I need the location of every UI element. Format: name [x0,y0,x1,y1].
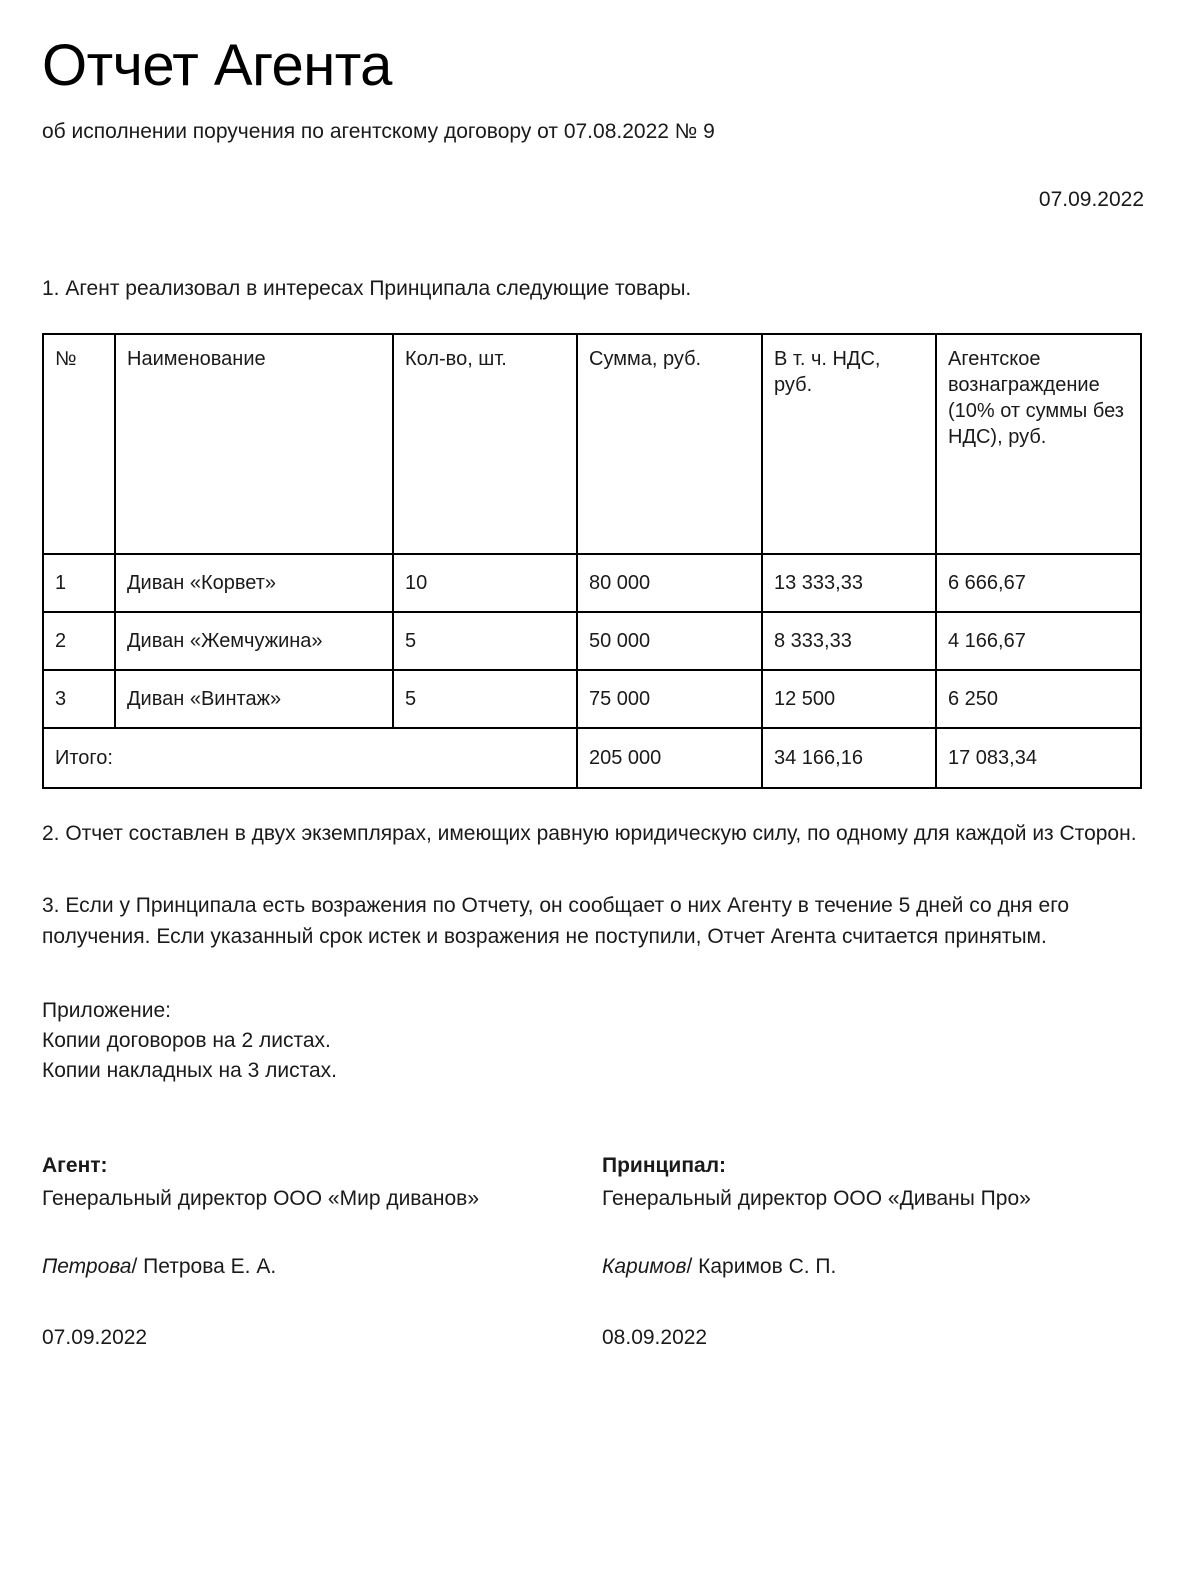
table-header-row [43,334,1141,554]
cell-vat: 12 500 [762,670,936,728]
agent-date: 07.09.2022 [42,1325,148,1349]
column-header-qty: Кол-во, шт. [393,334,577,554]
clause-3-text: 3. Если у Принципала есть возражения по Отчету, он сообщает о них Агенту в течение 5 дней со дня его получения. Если указанный срок истек и возражения не поступили, Отчет Агента считается принятым. [42,894,1070,948]
agent-signature-line [42,1252,602,1282]
principal-handwritten-signature: Каримов [602,1255,687,1279]
principal-name: Каримов С. П. [698,1255,837,1279]
principal-position: Генеральный директор ООО «Диваны Про» [602,1186,1031,1210]
cell-num: 3 [43,670,115,728]
appendix-block [42,996,1158,1085]
document-date: 07.09.2022 [1038,188,1144,212]
cell-fee: 4 166,67 [936,612,1141,670]
principal-signature-line [602,1252,1031,1282]
cell-num: 1 [43,554,115,612]
table-total-row [43,728,1141,788]
page-title: Отчет Агента [42,33,392,98]
cell-total-vat: 34 166,16 [762,728,936,788]
cell-vat: 13 333,33 [762,554,936,612]
agent-name: Петрова Е. А. [143,1255,277,1279]
appendix-item: Копии договоров на 2 листах. [42,1028,331,1052]
goods-table [42,333,1142,789]
cell-total-sum: 205 000 [577,728,762,788]
cell-vat: 8 333,33 [762,612,936,670]
document-subtitle: об исполнении поручения по агентскому договору от 07.08.2022 № 9 [42,119,715,143]
agent-handwritten-signature: Петрова [42,1255,132,1279]
cell-name: Диван «Корвет» [115,554,393,612]
table-row [43,612,1141,670]
principal-signature-separator: / [686,1255,693,1279]
cell-qty: 10 [393,554,577,612]
table-row [43,670,1141,728]
table-row [43,554,1141,612]
cell-fee: 6 250 [936,670,1141,728]
cell-sum: 80 000 [577,554,762,612]
column-header-num: № [43,334,115,554]
cell-sum: 50 000 [577,612,762,670]
column-header-sum: Сумма, руб. [577,334,762,554]
clause-2-text: 2. Отчет составлен в двух экземплярах, имеющих равную юридическую силу, по одному для каждой из Сторон. [42,821,1137,845]
cell-qty: 5 [393,670,577,728]
cell-fee: 6 666,67 [936,554,1141,612]
cell-total-label: Итого: [43,728,577,788]
clause-1-text: 1. Агент реализовал в интересах Принципала следующие товары. [42,277,692,301]
column-header-vat: В т. ч. НДС, руб. [762,334,936,554]
principal-role-label: Принципал: [602,1154,727,1178]
cell-name: Диван «Жемчужина» [115,612,393,670]
appendix-title: Приложение: [42,998,172,1022]
agent-role-label: Агент: [42,1154,108,1178]
cell-total-fee: 17 083,34 [936,728,1141,788]
signature-column-principal [602,1151,1031,1353]
column-header-fee: Агентское вознаграждение (10% от суммы без НДС), руб. [936,334,1141,554]
cell-qty: 5 [393,612,577,670]
agent-signature-separator: / [131,1255,138,1279]
agent-position: Генеральный директор ООО «Мир диванов» [42,1186,480,1210]
cell-num: 2 [43,612,115,670]
signature-column-agent [42,1151,602,1353]
table-body [43,554,1141,788]
column-header-name: Наименование [115,334,393,554]
table-header [43,334,1141,554]
principal-date: 08.09.2022 [602,1325,708,1349]
appendix-item: Копии накладных на 3 листах. [42,1058,337,1082]
cell-name: Диван «Винтаж» [115,670,393,728]
signature-block [42,1151,1158,1353]
cell-sum: 75 000 [577,670,762,728]
